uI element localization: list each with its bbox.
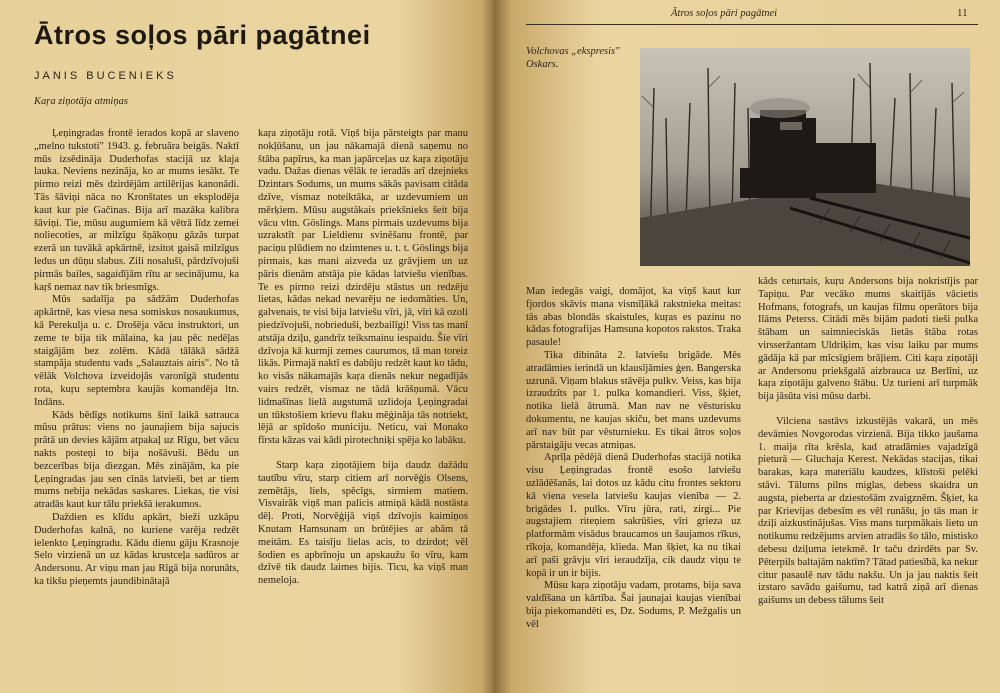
right-column-2 [758,276,978,688]
paragraph: Aprīļa pēdējā dienā Duderhofas stacijā notika visu Ļeņingradas frontē esošo latviešu uzlādēšanās, lai dotos uz kādu citu frontes sektoru kā viena vesela latviešu kaujas vienība — 2. brigādes 1. pulks. Vīru jūra, rati, zirgi... Pie augstajiem riteņiem sakrūšies, vīri grieza uz platformām visādus braucamos un šaujamos rīkus, rīkoja, komandēja, klieda. Man šķiet, ka nu tikai arī paši grāvju vīri ieraudzīja, cik daudz viņu te kopā ir un ir bijis. [526,452,741,579]
paragraph: Starp kaŗa ziņotājiem bija daudz dažādu tautību vīru, starp citiem arī norvēģis Olsens, zemētājs, liels, spēcīgs, sirmiem matiem. Visvairāk viņš man palicis atmiņā kādā nostāsta dēļ. Proti, Norvēģijā viņš dzīvojis kaimiņos Knutam Hamsunam un brūtējies ar abām tā meitām. Es taisīju lielas acis, to dzirdot; vēl šodien es apbrīnoju un apskaužu šo vīru, kam dzīvē tik daudz laimes bijis. Ticu, ka viņš man nemeloja. [258,459,468,587]
author-name: JANIS BUCENIEKS [34,70,177,82]
page-number: 11 [957,7,968,19]
photo-caption: Volchovas „ekspresis" Oskars. [526,46,620,70]
paragraph: Mūsu kaŗa ziņotāju vadam, protams, bija sava valdīšana un kārtība. Šai jaunajai kaujas vienībai bija piekomandēti es, Dz. Sodums, P. Mežgalis un vēl [526,580,741,630]
running-head: Ātros soļos pāri pagātnei [671,8,778,19]
paragraph: Tika dibināta 2. latviešu brigāde. Mēs atradāmies ierindā un klausījāmies ģen. Bangerska uzrunā. Viņam blakus stāvēja pulkv. Veiss, kas bija izraudzīts par 1. pulka komandieri. Viss, šķiet, notika lielā ātrumā. Man nav ne vēsturisku dokumentu, ne kaujas skiču, bet mans uzdevums arī nav būt par vēsturnieku. Es tikai ātros soļos pārstaigāju vecas atmiņas. [526,349,741,451]
paragraph: Kāds bēdīgs notikums šinī laikā satrauca mūsu prātus: viens no jaunajiem bija sajucis prātā un devies kājām atpakaļ uz Rīgu, bet vācu nakts posteņi to bija nošāvuši. Bēdu un bezcerības bija diezgan. Mēs zinājām, ka pie Ļeņingradas jau sen cīnās latvieši, bet ar tiem mums nebija nekādas saskares. Liekas, tie visi atradās kaut kur tālu priekšā ierakumos. [34,409,239,511]
paragraph: Man iedegās vaigi, domājot, ka viņš kaut kur fjordos skāvis mana vismīļākā rakstnieka meitas: tās abas blondās skaistules, kuŗas es pazinu no kādas fotografijas Hamsuna kopotos rakstos. Traka pasaule! [526,286,741,349]
left-page [0,0,496,693]
article-title: Ātros soļos pāri pagātnei [34,20,371,50]
paragraph: Vilciena sastāvs izkustējās vakarā, un mēs devāmies Novgorodas virzienā. Bija tikko jaušama 1. maija rīta krēsla, kad atradāmies vajadzīgā pieturā — Gluchaja Kerest. Nekādas stacijas, tikai barakas, kaŗa materiālu kaudzes, klīstoši pelēki stāvi. Tālums pilns miglas, debess skaidra un augsta, pieberta ar dziestošām zvaigznēm. Šķiet, ka par Krievijas debesīm es vēl runāšu, jo tās man ir dziļi aizkustinājušas. Viss mans turpmākais lietu un notikumu redzējums arvien atradās šo tālo, mistisko debesu dziļuma ietekmē. Ir taču dzirdēts par Sv. Pēterpils baltajām naktīm? Tātad patiesībā, ka nekur citur pasaulē nav tādu nakšu. Un ja jau naktis šeit izstaro savādu gaišumu, tad katrā ziņā arī dienas gaišums un debess tālums šeit [758,415,978,607]
paragraph: Daždien es klīdu apkārt, bieži uzkāpu Duderhofas kalnā, no kuriene varēja redzēt ielenkto Ļeņingradu. Kādu dienu gāju Krasnoje Selo virzienā un uz kādas krustceļa sadūros ar Andersonu. Ar viņu man jau Rīgā bija norunāts, ka tikšu pieņemts jaundibinātajā [34,511,239,587]
article-subtitle: Kaŗa ziņotāja atmiņas [34,96,128,107]
left-column-2 [258,128,468,688]
paragraph: kaŗa ziņotāju rotā. Viņš bija pārsteigts par manu nokļūšanu, un jau nākamajā dienā saņemu no štāba papīrus, ka man japārceļas uz kaŗa ziņotāju vadu. Dažas dienas vēlāk te ieradās arī dzejnieks Dzintars Sodums, un mums sākās pavisam citāda dzīve, vismaz noteiktāka, ar uzdevumiem un mērķiem. Mūsu augstākais priekšnieks šeit bija vācu vltn. Göslings. Mans pirmais uzdevums bija uzrakstīt par Lieldienu svinēšanu frontē, par paciņu plūdiem no dzimtenes u. t. t. Göslings bija pirmais, kas mani aizveda uz grāvjiem un uz pāris dienām atstāja pie kādas latviešu vienības. Te es pirmo reizi dzirdēju stāstus un redzēju lietas, kādas nekad nevarēju ne iedomāties. Un, galvenais, te visi bija latviešu vīri, jā, vīri kā ozoli piedzīvojuši, nobrieduši, bezbailīgi! Viss tas manī atstāja dziļu, gandrīz teiksmainu iespaidu. Šie vīri dzīvoja kā kurmji zemes caurumos, tā man toreiz likās. Pirmajā naktī es dabūju redzēt kaut ko tādu, ko visās nākamajās kaŗa dienās nekur negadījās vairs redzēt, vismaz ne tādā krāšņumā. Vācu lidmašīnas lielā augstumā uzlidoja Ļeņingradai un tūkstošiem krievu flaku mēģināja tās notriekt, lējā ar spīdošo municiju. Neticu, vai Monako fīrsta kāzas vai kādi pirotechniķi spēja ko labāku. [258,128,468,447]
locomotive-photo [640,48,970,266]
paragraph: Ļeņingradas frontē ierados kopā ar slaveno „melno tukstoti" 1943. g. februāra beigās. Naktī mūs izsēdināja Duderhofas stacijā uz klaja lauka. Neviens nezināja, ko ar mums iesākt. Te pirmo reizi mēs dzirdējām artilērijas kanonādi. Tās šāviņi nāca no Kronštates un eksplodēja kaut kur pie Gačinas. Bija arī mazāka kalibra šāviņi. Tie, mūsu augumiem kā vētrā līdz zemei noliecoties, ar milzīgu šņākoņu gāzās turpat ezerā un tuvākā apkārtnē, izsitot gaisā milzīgus ledus un dūņu slabus. Zili nosaluši, pārdzīvojuši pirmās bailes, sagaidījām rītu ar secinājumu, ka kaŗš nemaz nav tik briesmīgs. [34,128,239,293]
right-column-1 [526,286,741,688]
paragraph: kāds ceturtais, kuŗu Andersons bija nokristījis par Tapiņu. Par vecāko mums skaitījās vācietis Hofmans, fotografs, un kaujas filmu operātors bija Ilāms Peterss. Citādi mēs bijām padoti tieši pulka štābam un saimnieciskās lietās štāba rotas virsseržantam Uldriķim, kas visu laiku par mums gādāja kā par mīcsīgiem brāļiem. Citi kaŗa ziņotāji ar Andersonu priekšgalā aizbrauca uz Berlīni, uz kaŗa ziņotāju galveno štābu. Uz turieni arī turpmāk bija jāsūta visi mūsu darbi. [758,276,978,403]
right-page [496,0,1000,693]
header-rule [526,24,978,25]
left-column-1 [34,128,239,688]
paragraph: Mūs sadalīja pa sādžām Duderhofas apkārtnē, kas viesa nesa somiskus nosaukumus, kā Perekulja u. c. Drošēja vācu instruktori, un zeme te bija tik mālaina, ka jau pēc nedēļas staigājām bez zolēm. Kādā tālākā sādžā stampāja studentu vads „Salauztais airis". No tā vēlāk Volchova izveidojās varonīgā studentu rota, kuŗu septembra kaujās komandēja ltn. Indāns. [34,294,239,408]
